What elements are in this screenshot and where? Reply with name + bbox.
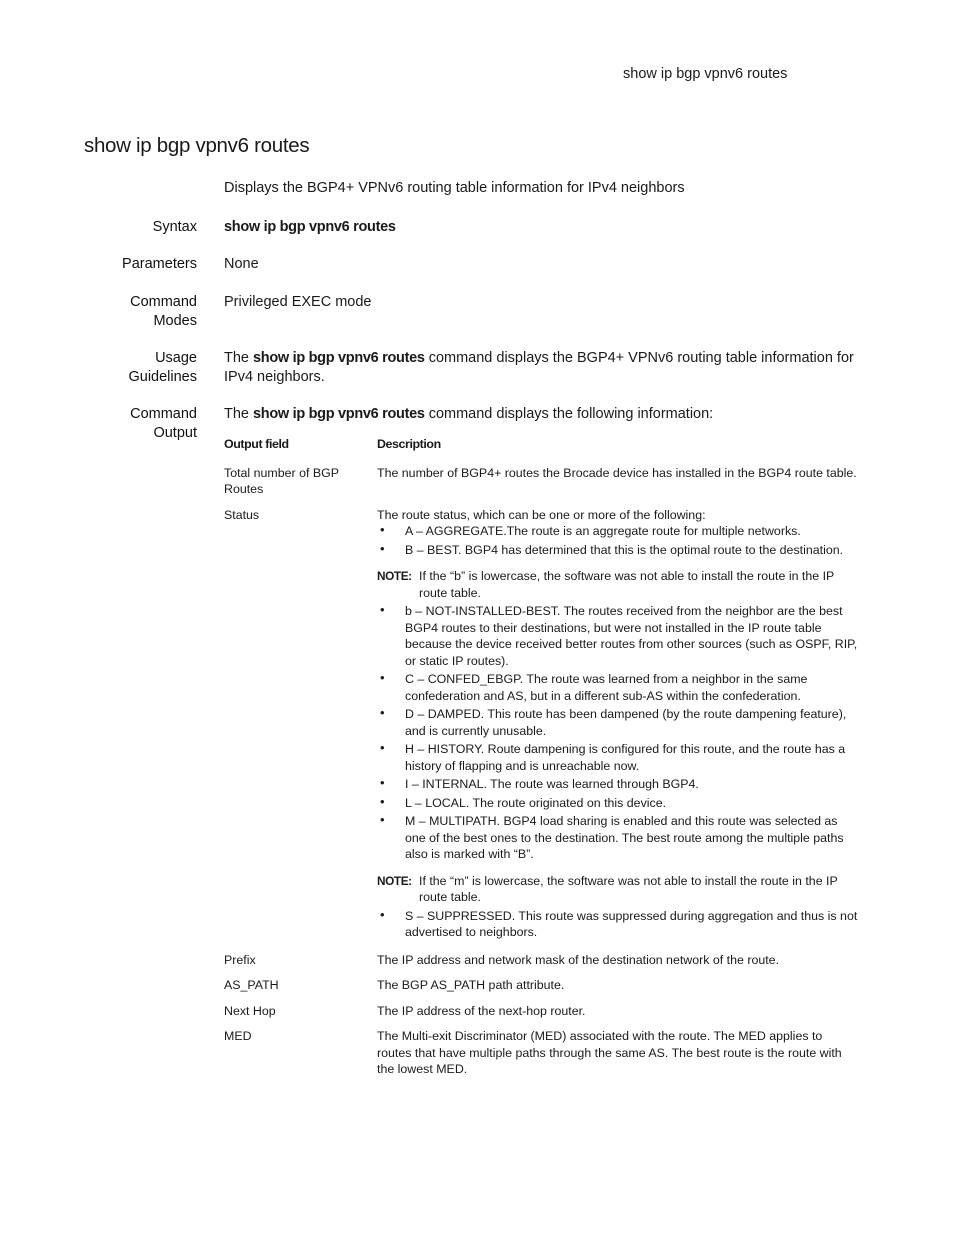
header-description: Description xyxy=(377,437,441,451)
syntax-label: Syntax xyxy=(152,219,197,235)
command-output-label-line1: Command xyxy=(130,406,197,422)
status-bullet-item xyxy=(377,813,858,863)
usage-pre: The xyxy=(224,350,254,366)
status-bullet-item xyxy=(377,908,858,941)
status-bullet-list-1 xyxy=(377,523,858,558)
bullet-text: C – CONFED_EBGP. The route was learned from a neighbor in the same confederation and AS, but in a different sub-AS within the confederation. xyxy=(405,672,808,703)
usage-line2: IPv4 neighbors. xyxy=(224,369,325,385)
running-header: show ip bgp vpnv6 routes xyxy=(623,66,788,82)
output-command: show ip bgp vpnv6 routes xyxy=(253,406,425,422)
bullet-icon: • xyxy=(380,670,385,685)
bullet-icon: • xyxy=(380,775,385,790)
bullet-icon: • xyxy=(380,740,385,755)
table-row xyxy=(224,507,858,943)
usage-guidelines-label xyxy=(128,349,197,387)
command-modes-label xyxy=(130,293,197,331)
desc-status xyxy=(377,507,858,943)
bullet-icon: • xyxy=(380,812,385,827)
status-intro: The route status, which can be one or more of the following: xyxy=(377,507,706,522)
desc-as-path: The BGP AS_PATH path attribute. xyxy=(377,978,565,992)
command-modes-label-line1: Command xyxy=(130,294,197,310)
bullet-icon: • xyxy=(380,540,385,556)
parameters-label: Parameters xyxy=(122,256,197,272)
field-prefix: Prefix xyxy=(224,952,256,967)
bullet-icon: • xyxy=(380,793,385,809)
usage-command: show ip bgp vpnv6 routes xyxy=(253,350,425,366)
bullet-text: b – NOT-INSTALLED-BEST. The routes received from the neighbor are the best BGP4 routes to their destinations, but were not installed in the IP route table because the device received better routes from other sources (such as OSPF, RIP, or static IP routes). xyxy=(405,604,858,668)
bullet-text: M – MULTIPATH. BGP4 load sharing is enabled and this route was selected as one of the best ones to the destination. The best route among the multiple paths also is marked with “B”. xyxy=(405,814,844,861)
desc-total-routes: The number of BGP4+ routes the Brocade device has installed in the BGP4 route table. xyxy=(377,465,857,480)
usage-line1 xyxy=(224,349,854,368)
field-next-hop: Next Hop xyxy=(224,1003,276,1018)
usage-post: command displays the BGP4+ VPNv6 routing table information for xyxy=(424,350,854,366)
command-output-text xyxy=(224,405,713,424)
parameters-value: None xyxy=(224,256,259,272)
bullet-text: A – AGGREGATE.The route is an aggregate route for multiple networks. xyxy=(405,524,801,538)
status-bullet-item xyxy=(377,523,858,540)
table-row xyxy=(224,1028,858,1078)
status-bullet-item xyxy=(377,671,858,704)
command-output-label xyxy=(130,405,197,443)
status-bullet-item xyxy=(377,776,858,793)
bullet-text: I – INTERNAL. The route was learned through BGP4. xyxy=(405,777,699,791)
note-text: If the “m” is lowercase, the software was not able to install the route in the IP route table. xyxy=(419,873,838,904)
status-bullet-list-3 xyxy=(377,908,858,941)
command-modes-label-line2: Modes xyxy=(153,313,197,329)
table-row xyxy=(224,977,858,994)
output-table xyxy=(224,436,858,1087)
desc-med: The Multi-exit Discriminator (MED) associated with the route. The MED applies to routes that have multiple paths through the same AS. The best route is the route with the lowest MED. xyxy=(377,1029,842,1076)
desc-prefix: The IP address and network mask of the destination network of the route. xyxy=(377,952,780,967)
status-bullet-item xyxy=(377,603,858,669)
table-row xyxy=(224,465,858,498)
status-bullet-item xyxy=(377,795,858,812)
output-post: command displays the following information: xyxy=(424,406,714,422)
bullet-icon: • xyxy=(380,705,385,720)
field-total-routes: Total number of BGP Routes xyxy=(224,465,339,496)
field-med: MED xyxy=(224,1029,252,1043)
usage-label-line1: Usage xyxy=(155,350,197,366)
bullet-text: S – SUPPRESSED. This route was suppressed during aggregation and thus is not advertised to neighbors. xyxy=(405,908,858,939)
intro-text: Displays the BGP4+ VPNv6 routing table information for IPv4 neighbors xyxy=(224,180,685,196)
table-row xyxy=(224,1003,858,1020)
field-as-path: AS_PATH xyxy=(224,978,279,992)
syntax-command: show ip bgp vpnv6 routes xyxy=(224,219,396,235)
output-pre: The xyxy=(224,406,254,422)
status-bullet-item xyxy=(377,706,858,739)
bullet-text: D – DAMPED. This route has been dampened (by the route dampening feature), and is currently unusable. xyxy=(405,707,847,738)
status-note-2 xyxy=(377,873,858,906)
table-row xyxy=(224,952,858,969)
command-output-label-line2: Output xyxy=(153,425,197,441)
bullet-text: L – LOCAL. The route originated on this device. xyxy=(405,795,667,810)
bullet-icon: • xyxy=(380,906,385,922)
note-label: NOTE: xyxy=(377,873,412,888)
status-note-1 xyxy=(377,568,858,601)
bullet-icon: • xyxy=(380,602,385,617)
header-output-field: Output field xyxy=(224,437,289,451)
note-text: If the “b” is lowercase, the software was not able to install the route in the IP route table. xyxy=(419,569,835,600)
status-bullet-item xyxy=(377,741,858,774)
field-status: Status xyxy=(224,507,260,522)
command-modes-value: Privileged EXEC mode xyxy=(224,294,372,310)
bullet-icon: • xyxy=(380,522,385,537)
usage-guidelines-text xyxy=(224,349,854,387)
status-bullet-item xyxy=(377,542,858,559)
bullet-text: H – HISTORY. Route dampening is configured for this route, and the route has a history of flapping and is unreachable now. xyxy=(405,742,846,773)
usage-label-line2: Guidelines xyxy=(128,369,197,385)
table-header xyxy=(224,436,858,453)
note-label: NOTE: xyxy=(377,569,412,583)
bullet-text: B – BEST. BGP4 has determined that this is the optimal route to the destination. xyxy=(405,542,844,557)
page-title: show ip bgp vpnv6 routes xyxy=(84,134,310,157)
desc-next-hop: The IP address of the next-hop router. xyxy=(377,1003,586,1018)
status-bullet-list-2 xyxy=(377,603,858,863)
